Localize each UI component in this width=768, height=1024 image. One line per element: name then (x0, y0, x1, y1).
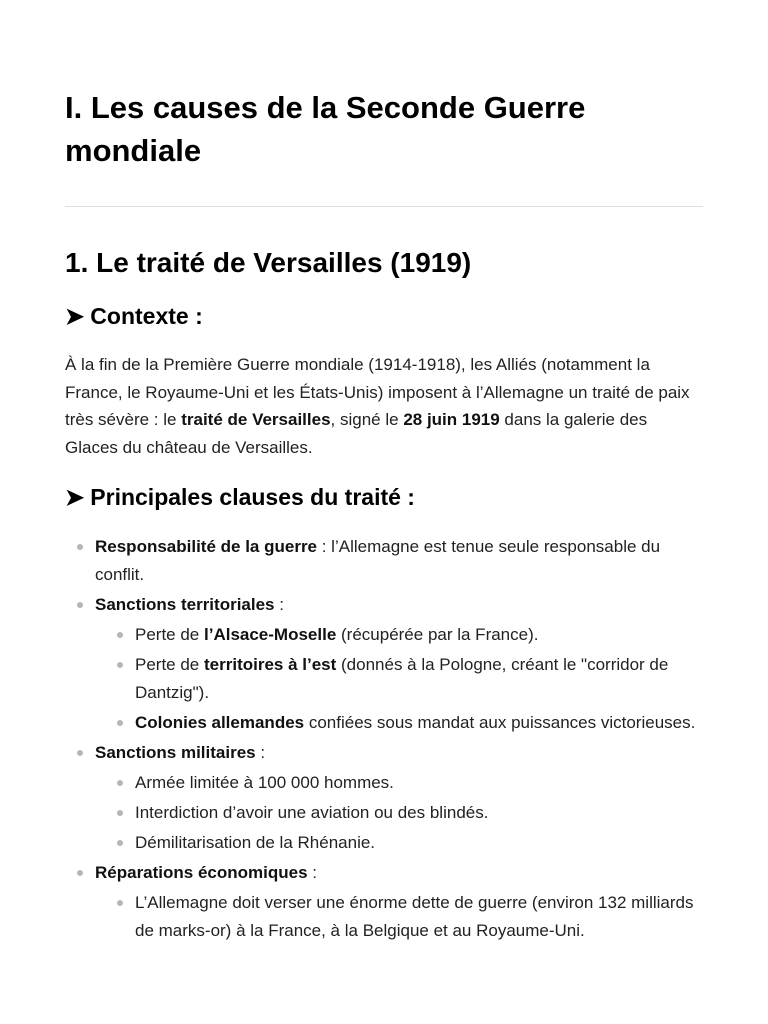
bullet-icon (77, 544, 83, 550)
sublist-item-bold: Colonies allemandes (135, 713, 305, 732)
sublist-item (95, 709, 703, 737)
bullet-icon (117, 900, 123, 906)
bullet-icon (117, 840, 123, 846)
arrow-icon: ➤ (65, 303, 85, 329)
list-item-bold: Sanctions militaires (95, 743, 256, 762)
sublist-item (95, 769, 703, 797)
list-item-text: : (307, 863, 318, 882)
sublist (95, 621, 703, 737)
list-item-bold: Sanctions territoriales (95, 595, 275, 614)
contexte-text-2: , signé le (330, 410, 404, 429)
bullet-icon (117, 810, 123, 816)
clauses-heading-label: Principales clauses du traité : (90, 484, 415, 510)
list-item (65, 591, 703, 737)
bullet-icon (77, 870, 83, 876)
sublist-item-bold: l’Alsace-Moselle (204, 625, 337, 644)
contexte-heading-label: Contexte : (90, 303, 203, 329)
list-item (65, 739, 703, 857)
contexte-text-3: dans la galerie des Glaces du château de Versailles. (65, 410, 648, 457)
list-item-text: : (255, 743, 266, 762)
bullet-icon (117, 720, 123, 726)
contexte-bold-date: 28 juin 1919 (403, 410, 500, 429)
list-item-bold: Réparations économiques (95, 863, 308, 882)
sublist-item (95, 829, 703, 857)
sublist-item-text: (récupérée par la France). (336, 625, 539, 644)
contexte-heading (65, 301, 203, 331)
sublist-item (95, 799, 703, 827)
list-item-text: : (274, 595, 284, 614)
sublist-item-text: Perte de (135, 625, 204, 644)
list-item-bold: Responsabilité de la guerre (95, 537, 318, 556)
sublist-item-text: Perte de (135, 655, 204, 674)
list-item (65, 859, 703, 945)
page-title: I. Les causes de la Seconde Guerre mondiale (65, 90, 586, 168)
bullet-icon (117, 780, 123, 786)
clauses-list (65, 533, 703, 947)
arrow-icon: ➤ (65, 484, 85, 510)
sublist-item-text: confiées sous mandat aux puissances victorieuses. (304, 713, 696, 732)
sublist (95, 889, 703, 945)
sublist-item-text: Armée limitée à 100 000 hommes. (135, 773, 394, 792)
contexte-bold-treaty: traité de Versailles (181, 410, 331, 429)
bullet-icon (117, 662, 123, 668)
contexte-text-1: À la fin de la Première Guerre mondiale (1914-1918), les Alliés (notamment la France, le Royaume-Uni et les États-Unis) imposent à l’Allemagne un traité de paix très sévère : le (65, 355, 690, 429)
clauses-heading (65, 482, 415, 512)
sublist-item-bold: territoires à l’est (204, 655, 337, 674)
contexte-paragraph (65, 351, 703, 461)
bullet-icon (77, 750, 83, 756)
list-item-text: : l’Allemagne est tenue seule responsable du conflit. (95, 537, 661, 584)
list-item (65, 533, 703, 589)
sublist-item (95, 651, 703, 707)
sublist-item (95, 621, 703, 649)
sublist-item (95, 889, 703, 945)
bullet-icon (77, 602, 83, 608)
section-heading: 1. Le traité de Versailles (1919) (65, 247, 472, 278)
sublist-item-text: Démilitarisation de la Rhénanie. (135, 833, 376, 852)
sublist (95, 769, 703, 857)
sublist-item-text: Interdiction d’avoir une aviation ou des blindés. (135, 803, 489, 822)
sublist-item-text: (donnés à la Pologne, créant le "corridor de Dantzig"). (135, 655, 669, 702)
bullet-icon (117, 632, 123, 638)
sublist-item-text: L’Allemagne doit verser une énorme dette de guerre (environ 132 milliards de marks-or) à la France, à la Belgique et au Royaume-Uni. (135, 893, 694, 940)
section-divider (65, 206, 703, 207)
